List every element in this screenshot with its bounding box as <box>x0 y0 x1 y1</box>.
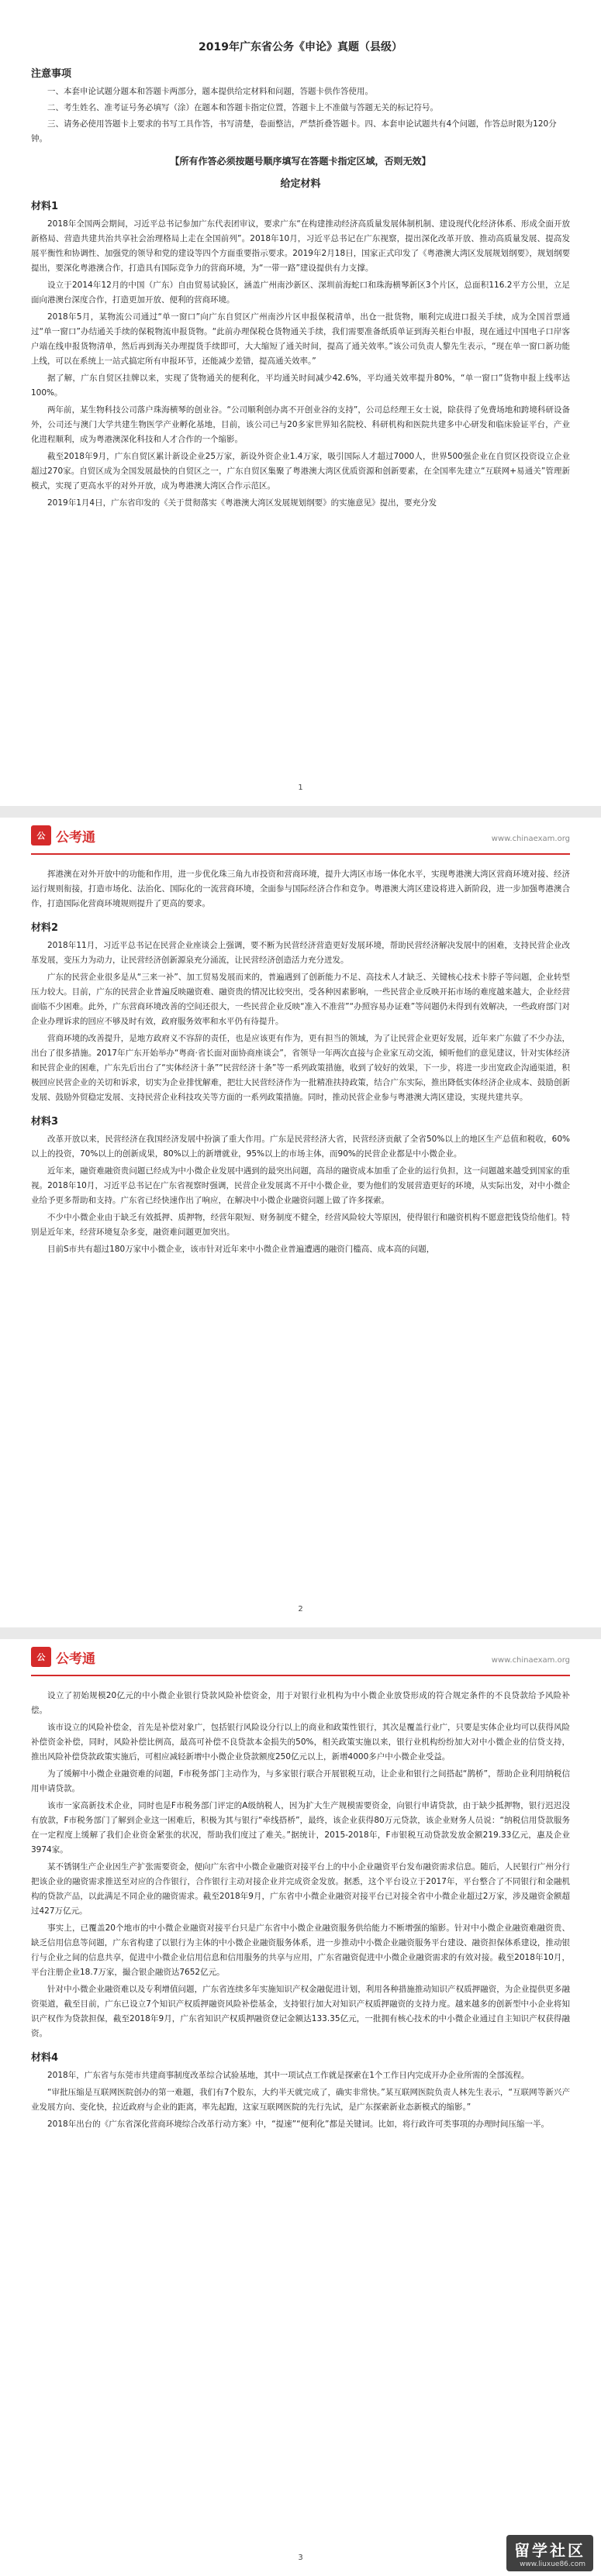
page-1 <box>0 0 601 806</box>
paragraph: 近年来，融资难融资贵问题已经成为中小微企业发展中遇到的最突出问题，高昂的融资成本加重了企业的运行负担，这一问题越来越受到国家的重视。2018年10月，习近平总书记在广东省视察时强调，民营企业发展离不开中小微企业，要为他们的发展营造更好的环境，从实际出发，对中小微企业给予更多帮助和支持。广东省已经快速作出了响应，在解决中小微企业融资问题上做了许多探索。 <box>31 1166 570 1205</box>
watermark-text: 留学社区 <box>514 2541 585 2560</box>
page-number: 2 <box>298 1605 303 1613</box>
notice-item: 一、本套申论试题分题本和答题卡两部分，题本提供给定材料和问题，答题卡供作答使用。 <box>47 87 373 96</box>
notice-item: 二、考生姓名、准考证号务必填写（涂）在题本和答题卡指定位置，答题卡上不准做与答题无关的标记符号。 <box>47 103 438 112</box>
paragraph: 2018年11月，习近平总书记在民营企业座谈会上强调，要不断为民营经济营造更好发展环境，帮助民营经济解决发展中的困难，支持民营企业改革发展，变压力为动力，让民营经济创新源泉充分涌流，让民营经济创造活力充分迸发。 <box>31 941 570 965</box>
paragraph: 2018年，广东省与东莞市共建商事制度改革综合试验基地，其中一项试点工作就是探索在1个工作日内完成开办企业所需的全部流程。 <box>47 2071 530 2080</box>
notice-item: 三、请务必使用答题卡上要求的书写工具作答，书写清楚，卷面整洁，严禁折叠答题卡。四、本套申论试题共有4个问题，作答总时限为120分钟。 <box>31 119 557 143</box>
section-heading: 给定材料 <box>280 178 321 190</box>
logo-icon: 公 <box>31 1647 51 1667</box>
page-header <box>31 818 570 855</box>
watermark-url: www.liuxue86.com <box>520 2561 585 2568</box>
paragraph: 设立了初始规模20亿元的中小微企业银行贷款风险补偿资金，用于对银行业机构为中小微企业放贷形成的符合规定条件的不良贷款给予风险补偿。 <box>31 1691 570 1715</box>
paragraph: 据了解，广东自贸区挂牌以来，实现了货物通关的便利化，平均通关时间减少42.6%，平均通关效率提升80%，“单一窗口”货物申报上线率达100%。 <box>31 374 570 398</box>
logo-icon: 公 <box>31 825 51 845</box>
paragraph: 广东的民营企业很多是从“三来一补”、加工贸易发展而来的，普遍遇到了创新能力不足、高技术人才缺乏、关键核心技术卡脖子等问题，企业转型压力较大。目前，广东的民营企业普遍反映融资难、融资贵的情况比较突出，受各种因素影响，一些民营企业反映开拓市场的难度越来越大，企业经营面临不少困难。此外，广东营商环境改善的空间还很大，一些民营企业反映“准入不准营”“办照容易办证难”等问题仍未得到有效解决，一些政府部门对企业办理诉求的回应不够及时有效，政府服务效率和水平仍有待提升。 <box>31 973 570 1026</box>
material-heading: 材料2 <box>31 922 59 934</box>
paragraph: 该市设立的风险补偿金，首先是补偿对象广，包括银行风险设分行以上的商业和政策性银行，其次是覆盖行业广，只要是实体企业均可以获得风险补偿资金补偿，同时，风险补偿比例高，最高可补偿不良贷款本金损失的50%，相关政策实施以来，银行业机构纷纷加大对中小微企业的信贷支持，推出风险补偿贷款政策实施后，可相应减轻新增中小微企业贷款额度250亿元以上，新增4000多户中小微企业受益。 <box>31 1723 570 1762</box>
page-2 <box>0 818 601 1627</box>
paragraph: 该市一家高新技术企业，同时也是F市税务部门评定的A级纳税人，因为扩大生产规模需要资金，向银行申请贷款，由于缺少抵押物，银行迟迟没有放款，F市税务部门了解到企业这一困难后，积极为其与银行“牵线搭桥”，最终，该企业获得80万元贷款，该企业财务人员说：“纳税信用贷款服务在一定程度上缓解了我们企业资金紧张的状况，帮助我们度过了难关。”据统计，2015-2018年，F市银税互动贷款发放金额219.33亿元，惠及企业3974家。 <box>31 1801 570 1855</box>
page-header <box>31 1639 570 1676</box>
page-number: 3 <box>298 2554 303 2562</box>
paragraph: 挥港澳在对外开放中的功能和作用，进一步优化珠三角九市投资和营商环境，提升大湾区市场一体化水平，实现粤港澳大湾区营商环境对接、经济运行规则衔接，打造市场化、法治化、国际化的一流营商环境，全面参与国际经济合作和竞争。粤港澳大湾区建设将进入新阶段，进一步加强粤港澳合作，打造国际化营商环境规则提升了更高的要求。 <box>31 870 570 908</box>
paragraph: 改革开放以来，民营经济在我国经济发展中扮演了重大作用。广东是民营经济大省，民营经济贡献了全省50%以上的地区生产总值和税收，60%以上的投资，70%以上的创新成果，80%以上的新增就业，95%以上的市场主体，而90%的民营企业都是中小微企业。 <box>31 1135 570 1159</box>
paragraph: 设立于2014年12月的中国（广东）自由贸易试验区，涵盖广州南沙新区、深圳前海蛇口和珠海横琴新区3个片区，总面积116.2平方公里，立足面向港澳台深度合作，打造更加开放、便利的营商环境。 <box>31 281 570 305</box>
paragraph: 营商环境的改善提升，是地方政府义不容辞的责任，也是应该更有作为，更有担当的领域，为了让民营企业更好发展，近年来广东做了不少办法，出台了很多措施。2017年广东开始举办“粤商·省长面对面协商座谈会”，省领导一年两次直接与企业家互动交流，倾听他们的意见建议，针对实体经济和民营企业的困难，广东先后出台了“实体经济十条”“民营经济十条”等一系列政策措施，收到了较好的效果，下一步，将进一步出宽政企沟通渠道，积极回应民营企业的关切和诉求，切实为企业排忧解难，把壮大民营经济作为一批精准扶持政策，结合广东实际，推出降低实体经济企业成本、鼓励创新发展、鼓励外贸稳定发展、支持民营企业科技攻关等方面的一系列政策措施。同时，推动民营企业参与粤港澳大湾区建设，实现共建共享。 <box>31 1034 570 1102</box>
material-heading: 材料3 <box>31 1116 59 1128</box>
paragraph: 2018年5月，某物流公司通过“单一窗口”向广东自贸区广州南沙片区申报保税清单，出仓一批货物，顺利完成进口报关手续，成为全国首票通过“单一窗口”办结通关手续的保税物流申报货物。“此前办理保税仓货物通关手续，我们需要准备纸质单证到海关柜台申报，现在通过中国电子口岸客户端在线申报货物清单，然后再到海关办理提货手续即可，大大缩短了通关时间，提高了通关效率。”该公司负责人黎先生表示，“现在单一窗口新功能上线，可以在系统上一站式搞定所有申报环节，还能减少差错，提高通关效率。” <box>31 312 570 366</box>
site-url: www.chinaexam.org <box>491 1656 570 1665</box>
material-heading: 材料1 <box>31 201 59 212</box>
notice-heading: 注意事项 <box>31 68 72 80</box>
logo-text: 公考通 <box>56 1651 95 1667</box>
paragraph: 为了缓解中小微企业融资难的问题，F市税务部门主动作为，与多家银行联合开展银税互动，让企业和银行之间搭起“鹊桥”，帮助企业利用纳税信用申请贷款。 <box>31 1769 570 1793</box>
page-3 <box>0 1639 601 2576</box>
paragraph: 目前S市共有超过180万家中小微企业，该市针对近年来中小微企业普遍遭遇的融资门槛高、成本高的问题， <box>47 1245 435 1254</box>
paragraph: 2018年全国两会期间，习近平总书记参加广东代表团审议，要求广东“在构建推动经济高质量发展体制机制、建设现代化经济体系、形成全面开放新格局、营造共建共治共享社会治理格局上走在全国前列”。2018年10月，习近平总书记在广东视察，提出深化改革开放、推动高质量发展、提高发展平衡性和协调性、加强党的领导和党的建设等四个方面重要指示要求。2019年2月18日，国家正式印发了《粤港澳大湾区发展规划纲要》，规划纲要提出，要深化粤港澳合作，打造具有国际竞争力的营商环境，为“一带一路”建设提供有力支撑。 <box>31 219 570 273</box>
paragraph: 两年前，某生物科技公司落户珠海横琴的创业谷。“公司顺利创办离不开创业谷的支持”，公司总经理王女士说，除获得了免费场地和跨境科研设备外，公司还与澳门大学共建生物医学产业孵化基地，目前，该公司已与20多家世界知名院校、科研机构和医院共建多中心研发和临床验证平台，产业化进程顺利，成为粤港澳深化科技和人才合作的一个缩影。 <box>31 405 570 444</box>
paragraph: 针对中小微企业融资难以及专利增值问题，广东省连续多年实施知识产权金融促进计划，利用各种措施推动知识产权质押融资，为企业提供更多融资渠道，截至目前，广东已设立7个知识产权质押融资风险补偿基金，支持银行加大对知识产权质押融资的支持力度。越来越多的创新型中小企业将知识产权作为贷款担保，截至2018年9月，广东省知识产权质押融资登记金额达133.35亿元，一批拥有核心技术的中小微企业通过自主知识产权获得融资。 <box>31 1985 570 2038</box>
paragraph: “审批压缩是互联网医院创办的第一难题，我们有7个股东，大约半天就完成了，确实非常快。”某互联网医院负责人林先生表示，“互联网等新兴产业发展方向、变化快，拉近政府与企业的距离，率先起跑，这家互联网医院的先行先试，是广东探索新业态新模式的缩影。” <box>31 2088 570 2112</box>
paragraph: 某不锈钢生产企业因生产扩张需要资金，便向广东省中小微企业融资对接平台上的中小企业融资平台发布融资需求信息。随后，人民银行广州分行把该企业的融资需求推送至对应的合作银行，合作银行主动对接企业并完成资金发放。据悉，这个平台设立于2017年，平台整合了不同银行和金融机构的贷款产品，以此满足不同企业的融资需求。截至2018年9月，广东省中小微企业融资对接平台已对接全省中小微企业超过2万家，涉及融资金额超过427万亿元。 <box>31 1862 570 1916</box>
logo-text: 公考通 <box>56 829 95 845</box>
brand-logo <box>31 825 95 845</box>
paragraph: 不少中小微企业由于缺乏有效抵押、质押物，经营年限短、财务制度不健全，经营风险较大等原因，使得银行和融资机构不愿意把钱贷给他们。特别是近年来，经营环境复杂多变，融资难问题更加突出。 <box>31 1213 570 1237</box>
exam-title: 2019年广东省公务《申论》真题（县级） <box>199 41 402 53</box>
page-number: 1 <box>298 783 303 792</box>
site-url: www.chinaexam.org <box>491 835 570 843</box>
material-heading: 材料4 <box>31 2052 59 2064</box>
site-watermark <box>506 2535 593 2571</box>
brand-logo <box>31 1647 95 1667</box>
paragraph: 截至2018年9月，广东自贸区累计新设企业25万家，新设外资企业1.4万家，吸引国际人才超过7000人，世界500强企业在自贸区投资设立企业超过270家。自贸区成为全国发展最快的自贸区之一，广东自贸区集聚了粤港澳大湾区优质资源和创新要素，在全国率先建立“互联网+易通关”管理新模式，实现了更高水平的对外开放，成为粤港澳大湾区合作示范区。 <box>31 452 570 491</box>
answer-warning: 【所有作答必须按题号顺序填写在答题卡指定区域，否则无效】 <box>170 156 431 167</box>
paragraph: 2019年1月4日，广东省印发的《关于贯彻落实《粤港澳大湾区发展规划纲要》的实施意见》提出，要充分发 <box>47 498 437 508</box>
paragraph: 事实上，已覆盖20个地市的中小微企业融资对接平台只是广东省中小微企业融资服务供给能力不断增强的缩影。针对中小微企业融资难融资贵、缺乏信用信息等问题，广东省构建了以银行为主体的中小微企业融资服务体系，进一步推动中小微企业融资服务平台建设、融资担保体系建设，推动银行与企业之间的信息共享，促进中小微企业信用信息和信用服务的共享与应用，广东省融资促进中小微企业融资需求的有效对接。截至2018年10月，平台注册企业18.7万家，撮合银企融资达7652亿元。 <box>31 1923 570 1977</box>
paragraph: 2018年出台的《广东省深化营商环境综合改革行动方案》中，“提速”“便利化”都是关键词。比如，将行政许可类事项的办理时间压缩一半。 <box>47 2120 549 2129</box>
